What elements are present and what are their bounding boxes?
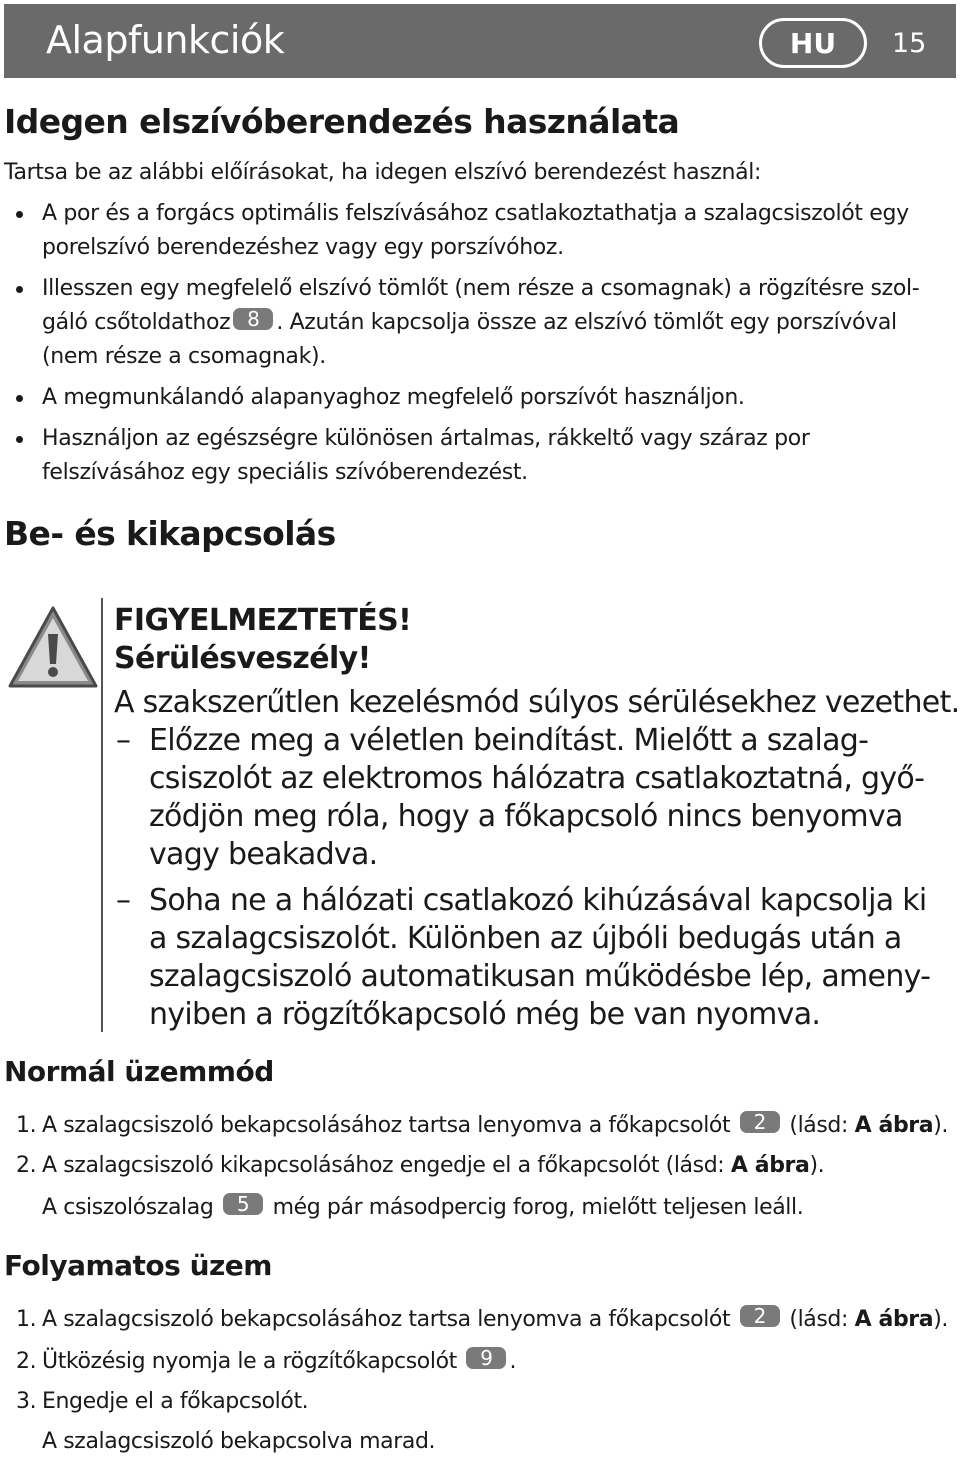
list-item: A por és a forgács optimális felszívásához csatlakoztathatja a szalagcsiszolót egy porelszívó berendezéshez vagy egy porszívóhoz. — [4, 197, 954, 265]
warning-item: – Előzze meg a véletlen beindítást. Mielőtt a szalag- csiszolót az elektromos hálózatra csatlakoztatná, győ- ződjön meg róla, hogy a főkapcsoló nincs benyomva vagy beakadva. — [114, 722, 954, 874]
continuous-steps — [4, 1304, 954, 1458]
section-heading-normal: Normál üzemmód — [4, 1055, 274, 1088]
extraction-bullet-list — [4, 197, 954, 497]
extraction-intro: Tartsa be az alábbi előírásokat, ha idegen elszívó berendezést használ: — [4, 160, 762, 185]
list-item: 2. A szalagcsiszoló kikapcsolásához engedje el a főkapcsolót (lásd: A ábra). — [16, 1153, 825, 1178]
chapter-title: Alapfunkciók — [46, 18, 285, 62]
list-item: A megmunkálandó alapanyaghoz megfelelő porszívót használjon. — [4, 381, 954, 415]
warning-divider — [101, 598, 103, 1032]
normal-steps — [4, 1110, 954, 1224]
warning-triangle-icon — [6, 604, 100, 690]
section-heading-onoff: Be- és kikapcsolás — [4, 514, 336, 553]
list-item: 1. A szalagcsiszoló bekapcsolásához tartsa lenyomva a főkapcsolót 2 (lásd: A ábra). — [16, 1304, 948, 1332]
page-number: 15 — [892, 28, 927, 59]
part-number-chip: 9 — [466, 1347, 506, 1369]
part-number-chip: 2 — [740, 1111, 780, 1133]
part-number-chip: 8 — [233, 308, 273, 330]
list-item: 3. Engedje el a főkapcsolót. — [16, 1389, 309, 1414]
warning-subtitle: Sérülésveszély! — [114, 641, 371, 676]
list-item: 2. Ütközésig nyomja le a rögzítőkapcsolót 9 . — [16, 1346, 517, 1374]
language-badge: HU — [759, 18, 867, 68]
part-number-chip: 5 — [223, 1193, 263, 1215]
warning-text: A szakszerűtlen kezelésmód súlyos sérülésekhez vezethet. — [114, 685, 960, 720]
page-header — [4, 4, 956, 78]
warning-title: FIGYELMEZTETÉS! — [114, 603, 412, 638]
section-heading-continuous: Folyamatos üzem — [4, 1249, 272, 1282]
list-note: A szalagcsiszoló bekapcsolva marad. — [42, 1429, 436, 1454]
list-item: Használjon az egészségre különösen ártalmas, rákkeltő vagy száraz por felszívásához egy speciális szívóberendezést. — [4, 422, 954, 490]
part-number-chip: 2 — [740, 1305, 780, 1327]
warning-block — [114, 602, 960, 1034]
warning-item: – Soha ne a hálózati csatlakozó kihúzásával kapcsolja ki a szalagcsiszolót. Különben az újbóli bedugás után a szalagcsiszoló automatikusan működésbe lép, ameny- nyiben a rögzítőkapcsoló még be van nyomva. — [114, 882, 954, 1034]
list-item: Illesszen egy megfelelő elszívó tömlőt (nem része a csomagnak) a rögzítésre szol- gáló csőtoldathoz 8 . Azután kapcsolja össze az elszívó tömlőt egy porszívóval (nem része a csomagnak). — [4, 272, 954, 374]
section-heading-extraction: Idegen elszívóberendezés használata — [4, 102, 680, 141]
list-note: A csiszolószalag 5 még pár másodpercig forog, mielőtt teljesen leáll. — [42, 1192, 804, 1220]
list-item: 1. A szalagcsiszoló bekapcsolásához tartsa lenyomva a főkapcsolót 2 (lásd: A ábra). — [16, 1110, 948, 1138]
